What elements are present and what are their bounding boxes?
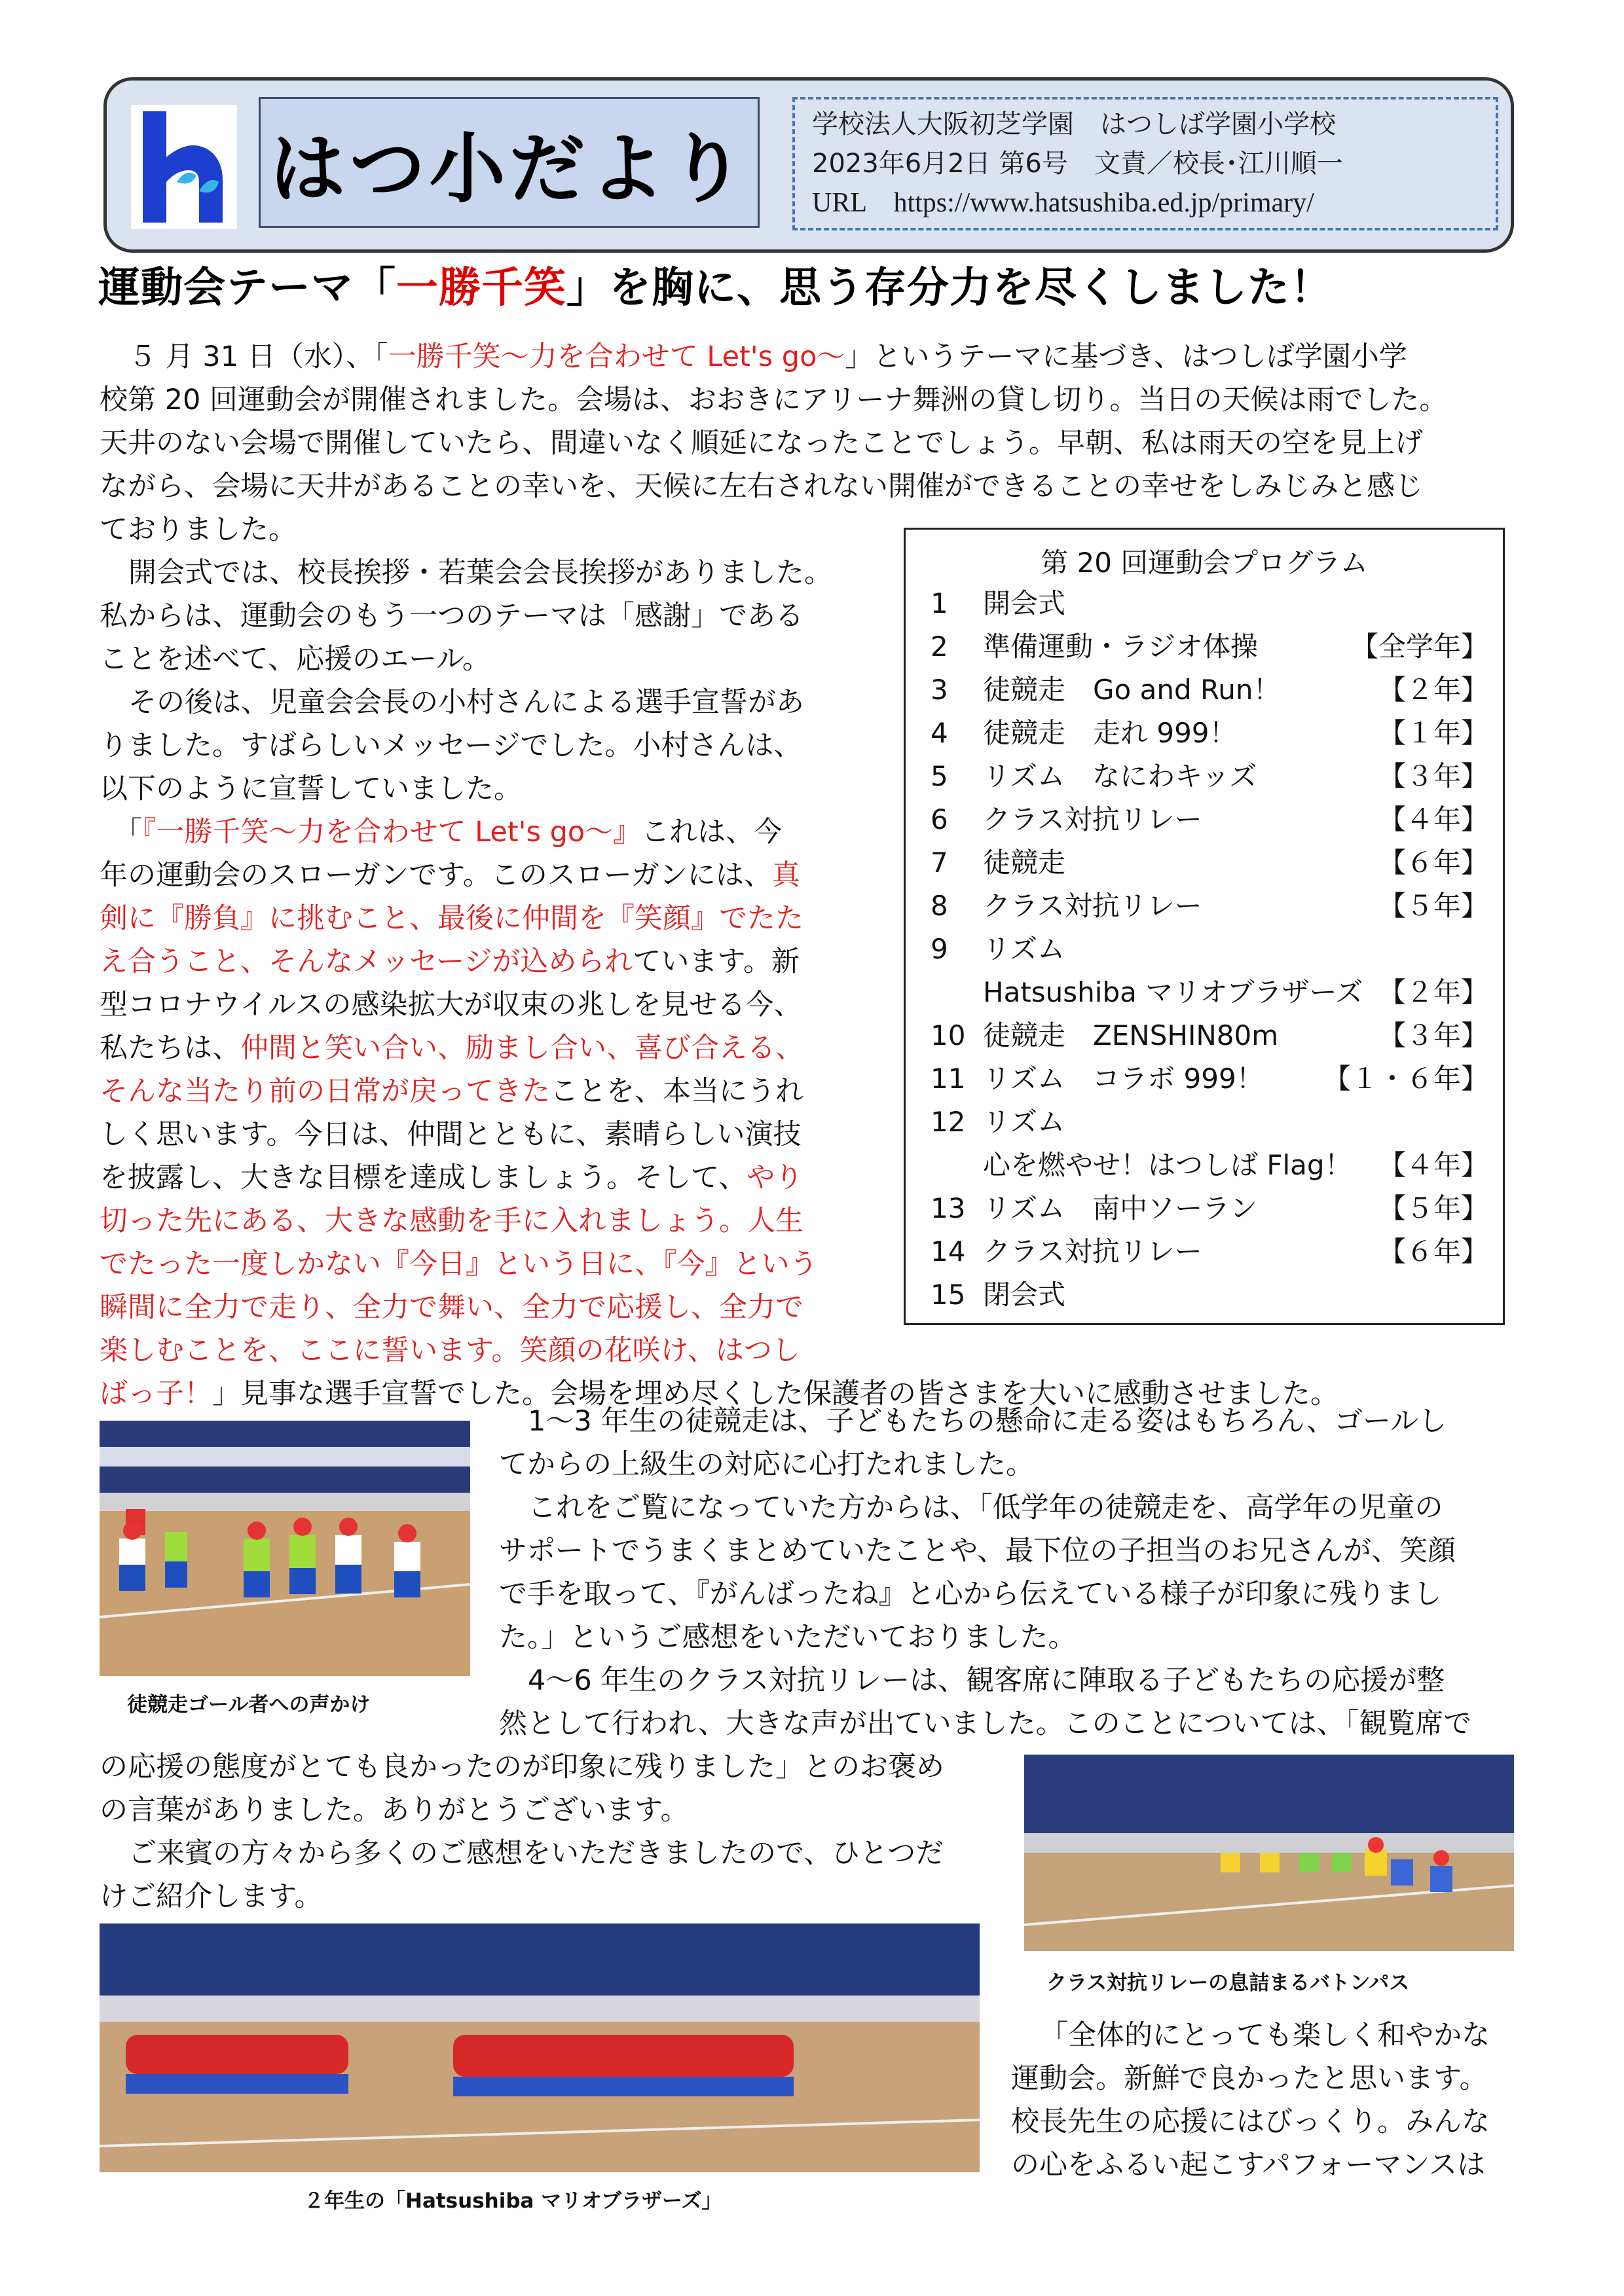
body-line: りました。すばらしいメッセージでした。小村さんは、: [100, 729, 802, 762]
body-line: 型コロナウイルスの感染拡大が収束の兆しを見せる今、: [100, 989, 802, 1021]
program-row: [931, 1057, 1488, 1097]
program-row: [931, 971, 1488, 1010]
body-line: え合うこと、そんなメッセージが込められています。新: [100, 945, 800, 978]
body-line: 然として行われ、大きな声が出ていました。このことについては、「観覧席で: [499, 1707, 1472, 1740]
body-line: 4～6 年生のクラス対抗リレーは、観客席に陣取る子どもたちの応援が整: [528, 1664, 1445, 1697]
program-row: [931, 1101, 1488, 1140]
body-line: 楽しむことを、ここに誓います。笑顔の花咲け、はつし: [100, 1334, 800, 1367]
body-line: 校第 20 回運動会が開催されました。会場は、おおきにアリーナ舞洲の貸し切り。当日の天候は雨でした。: [100, 384, 1448, 416]
headline-post: 」を胸に、思う存分力を尽くしました！: [566, 264, 1333, 312]
program-box: [904, 528, 1505, 1325]
program-number: 3: [931, 674, 948, 706]
program-item: Hatsushiba マリオブラザーズ: [983, 976, 1363, 1008]
body-line: 切った先にある、大きな感動を手に入れましょう。人生: [100, 1205, 803, 1237]
headline-pre: 運動会テーマ「: [98, 264, 396, 312]
program-grade: 【全学年】: [1350, 630, 1488, 663]
body-line: 校長先生の応援にはびっくり。みんな: [1011, 2105, 1490, 2138]
program-number: 11: [931, 1063, 966, 1095]
program-number: 12: [931, 1106, 966, 1138]
school-logo: [131, 105, 237, 229]
program-number: 9: [931, 933, 948, 965]
program-item: 徒競走 ZENSHIN80m: [983, 1019, 1279, 1051]
program-row: [931, 582, 1488, 621]
body-line: 私たちは、仲間と笑い合い、励まし合い、喜び合える、: [100, 1032, 803, 1065]
program-item: 開会式: [983, 587, 1066, 619]
logo-icon: [131, 105, 237, 229]
program-grade: 【６年】: [1378, 847, 1488, 879]
program-row: [931, 712, 1488, 751]
program-row: [931, 625, 1488, 665]
body-line: ５ 月 31 日（水）、「一勝千笑～力を合わせて Let's go～」というテーマに基づき、はつしば学園小学: [128, 340, 1407, 373]
program-row: [931, 1230, 1488, 1269]
program-row: [931, 1273, 1488, 1313]
program-item: 徒競走 Go and Run！: [983, 674, 1281, 706]
program-grade: 【４年】: [1378, 1149, 1488, 1181]
body-line: これをご覧になっていた方からは、「低学年の徒競走を、高学年の児童の: [528, 1491, 1443, 1524]
body-line: けご紹介します。: [100, 1880, 323, 1913]
goal-photo-caption: 徒競走ゴール者への声かけ: [127, 1693, 371, 1717]
program-row: [931, 1144, 1488, 1183]
body-line: の応援の態度がとても良かったのが印象に残りました」とのお褒め: [100, 1751, 944, 1783]
program-number: 1: [931, 587, 948, 619]
program-grade: 【２年】: [1378, 976, 1488, 1008]
program-number: 14: [931, 1235, 966, 1267]
issue-info: [792, 97, 1498, 230]
program-number: 8: [931, 890, 948, 922]
body-line: しく思います。今日は、仲間とともに、素晴らしい演技: [100, 1118, 802, 1151]
program-item: リズム: [983, 933, 1065, 965]
issue-line: 2023年6月2日 第6号 文責／校長･江川順一: [812, 149, 1343, 179]
program-number: 2: [931, 630, 948, 663]
headline: [98, 254, 1333, 314]
body-line: 「『一勝千笑～力を合わせて Let's go～』これは、今: [114, 816, 783, 848]
program-row: [931, 1187, 1488, 1226]
program-item: リズム: [983, 1106, 1065, 1138]
body-line: 私からは、運動会のもう一つのテーマは「感謝」である: [100, 600, 803, 632]
program-grade: 【５年】: [1378, 890, 1488, 922]
program-grade: 【３年】: [1378, 1019, 1488, 1051]
body-line: 瞬間に全力で走り、全力で舞い、全力で応援し、全力で: [100, 1291, 803, 1324]
body-line: でたった一度しかない『今日』という日に、『今』という: [100, 1248, 818, 1281]
program-number: 4: [931, 717, 948, 749]
body-line: ばっ子！」見事な選手宣誓でした。会場を埋め尽くした保護者の皆さまを大いに感動させました。: [100, 1377, 1338, 1410]
newsletter-title: はつ小だより: [269, 124, 749, 213]
program-item: クラス対抗リレー: [983, 803, 1202, 835]
program-item: 徒競走: [983, 847, 1066, 879]
program-item: 心を燃やせ！はつしば Flag！: [983, 1149, 1352, 1181]
body-line: 年の運動会のスローガンです。このスローガンには、真: [100, 859, 800, 892]
program-row: [931, 841, 1488, 881]
program-number: 6: [931, 803, 948, 835]
program-item: クラス対抗リレー: [983, 890, 1202, 922]
program-grade: 【５年】: [1378, 1192, 1488, 1224]
photo-goal: [100, 1421, 470, 1676]
program-row: [931, 668, 1488, 708]
program-number: 7: [931, 847, 948, 879]
program-item: 閉会式: [983, 1279, 1066, 1311]
program-item: 準備運動・ラジオ体操: [983, 630, 1259, 663]
program-grade: 【４年】: [1378, 803, 1488, 835]
body-line: 天井のない会場で開催していたら、間違いなく順延になったことでしょう。早朝、私は雨天の空を見上げ: [100, 427, 1423, 460]
program-title: 第 20 回運動会プログラム: [1041, 547, 1368, 579]
program-grade: 【２年】: [1378, 674, 1488, 706]
body-line: 開会式では、校長挨拶・若葉会会長挨拶がありました。: [128, 556, 832, 589]
program-number: 5: [931, 760, 948, 792]
program-grade: 【３年】: [1378, 760, 1488, 792]
body-line: そんな当たり前の日常が戻ってきたことを、本当にうれ: [100, 1075, 803, 1108]
body-line: の心をふるい起こすパフォーマンスは: [1011, 2149, 1486, 2181]
body-line: 運動会。新鮮で良かったと思います。: [1011, 2062, 1488, 2095]
program-number: 10: [931, 1019, 966, 1051]
newsletter-title-box: [259, 97, 760, 228]
mario-photo-caption: ２年生の「Hatsushiba マリオブラザーズ」: [304, 2189, 722, 2213]
school-name: 学校法人大阪初芝学園 はつしば学園小学校: [812, 109, 1336, 139]
body-line: 「全体的にとっても楽しく和やかな: [1040, 2019, 1490, 2052]
photo-relay: [1024, 1755, 1514, 1951]
program-item: リズム 南中ソーラン: [983, 1192, 1258, 1224]
program-row: [931, 1014, 1488, 1053]
program-row: [931, 928, 1488, 967]
body-line: 1～3 年生の徒競走は、子どもたちの懸命に走る姿はもちろん、ゴールし: [528, 1405, 1447, 1438]
body-line: た。」というご感想をいただいておりました。: [499, 1621, 1077, 1654]
relay-photo-caption: クラス対抗リレーの息詰まるバトンパス: [1046, 1971, 1410, 1995]
school-url[interactable]: URL https://www.hatsushiba.ed.jp/primary/: [812, 188, 1314, 218]
program-number: 15: [931, 1279, 966, 1311]
body-line: ことを述べて、応援のエール。: [100, 643, 490, 676]
photo-mario: [100, 1923, 980, 2172]
program-number: 13: [931, 1192, 966, 1224]
body-line: サポートでうまくまとめていたことや、最下位の子担当のお兄さんが、笑顔: [499, 1535, 1456, 1567]
program-row: [931, 798, 1488, 837]
program-grade: 【６年】: [1378, 1235, 1488, 1267]
program-row: [931, 884, 1488, 924]
body-line: ておりました。: [100, 513, 297, 546]
body-line: を披露し、大きな目標を達成しましょう。そして、やり: [100, 1161, 803, 1194]
body-line: で手を取って、『がんばったね』と心から伝えている様子が印象に残りまし: [499, 1578, 1442, 1611]
body-line: てからの上級生の対応に心打たれました。: [499, 1448, 1034, 1481]
theme-text: 一勝千笑～力を合わせて Let's go～: [388, 340, 845, 373]
body-line: ながら、会場に天井があることの幸いを、天候に左右されない開催ができることの幸せをしみじみと感じ: [100, 470, 1423, 503]
program-item: リズム コラボ 999！: [983, 1063, 1264, 1095]
program-item: クラス対抗リレー: [983, 1235, 1202, 1267]
body-line: 以下のように宣誓していました。: [100, 773, 522, 805]
body-line: の言葉がありました。ありがとうございます。: [100, 1794, 689, 1827]
body-line: 剣に『勝負』に挑むこと、最後に仲間を『笑顔』でたた: [100, 902, 803, 935]
body-line: ご来賓の方々から多くのご感想をいただきましたので、ひとつだ: [128, 1837, 944, 1870]
program-item: リズム なにわキッズ: [983, 760, 1257, 792]
body-line: その後は、児童会会長の小村さんによる選手宣誓があ: [128, 686, 804, 719]
program-item: 徒競走 走れ 999！: [983, 717, 1237, 749]
program-grade: 【１・６年】: [1323, 1063, 1488, 1095]
program-grade: 【１年】: [1378, 717, 1488, 749]
headline-theme: 一勝千笑: [396, 264, 566, 312]
program-row: [931, 755, 1488, 794]
